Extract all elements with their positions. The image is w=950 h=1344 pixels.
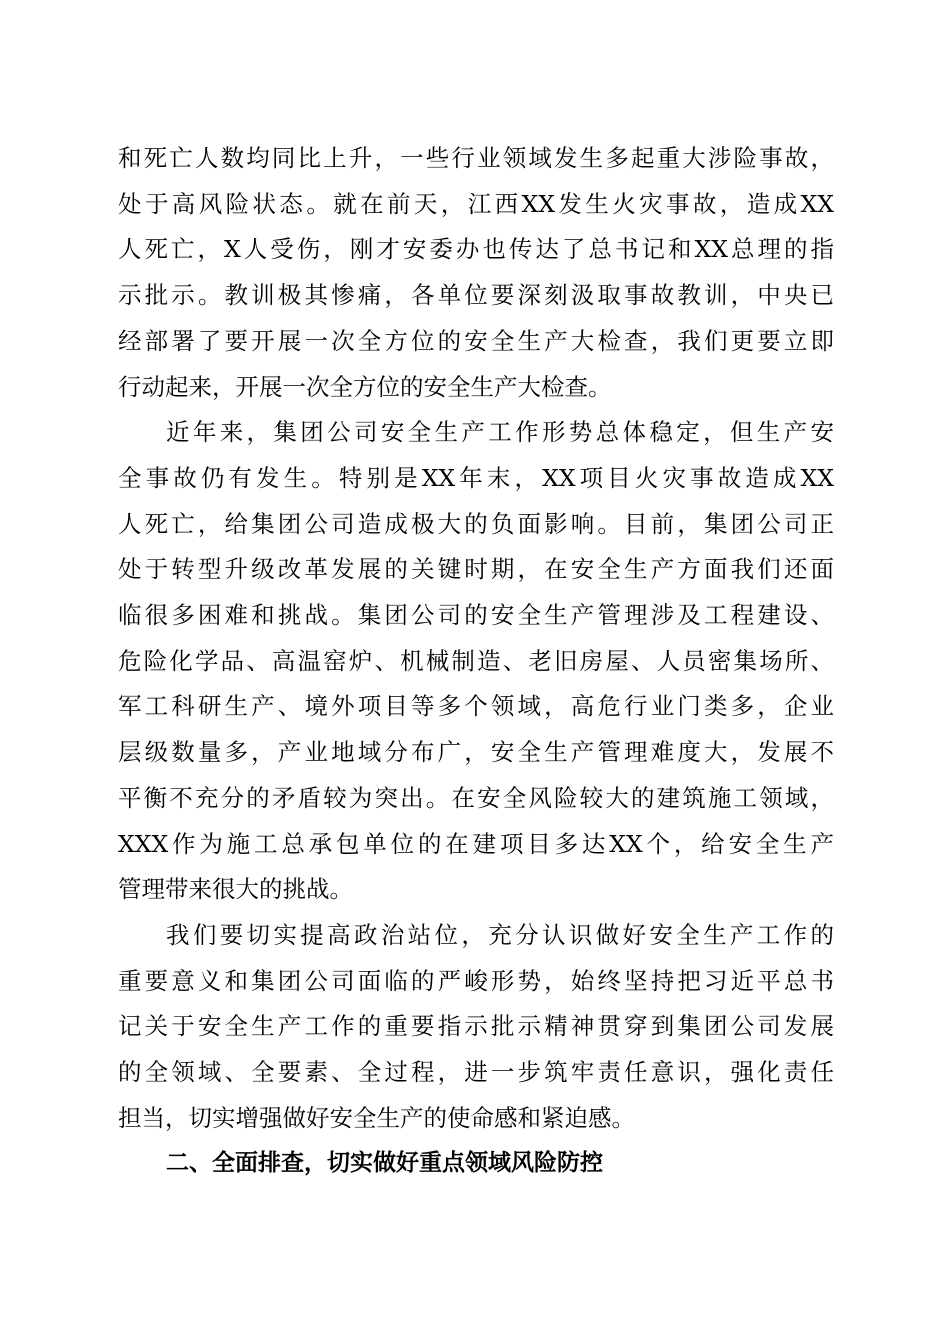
text-line: 管理带来很大的挑战。	[118, 875, 353, 904]
text-line: 担当，切实增强做好安全生产的使命感和紧迫感。	[118, 1103, 635, 1132]
text-line: 危险化学品、高温窑炉、机械制造、老旧房屋、人员密集场所、	[118, 646, 834, 675]
text-line: 人死亡，X人受伤，刚才安委办也传达了总书记和XX总理的指	[118, 235, 834, 264]
text-line: 层级数量多，产业地域分布广，安全生产管理难度大，发展不	[118, 738, 834, 767]
text-line: 平衡不充分的矛盾较为突出。在安全风险较大的建筑施工领域，	[118, 783, 834, 812]
paragraph-2	[118, 410, 834, 913]
text-line: 临很多困难和挑战。集团公司的安全生产管理涉及工程建设、	[118, 601, 834, 630]
paragraph-1	[118, 136, 834, 410]
text-line: 全事故仍有发生。特别是XX年末，XX项目火灾事故造成XX	[118, 463, 834, 492]
document-body	[118, 136, 834, 1187]
text-line: 行动起来，开展一次全方位的安全生产大检查。	[118, 372, 612, 401]
text-line: 处于高风险状态。就在前天，江西XX发生火灾事故，造成XX	[118, 189, 834, 218]
text-line: 处于转型升级改革发展的关键时期，在安全生产方面我们还面	[118, 555, 834, 584]
text-line: 示批示。教训极其惨痛，各单位要深刻汲取事故教训，中央已	[118, 281, 834, 310]
text-line: 的全领域、全要素、全过程，进一步筑牢责任意识，强化责任	[118, 1058, 834, 1087]
text-line: 记关于安全生产工作的重要指示批示精神贯穿到集团公司发展	[118, 1012, 834, 1041]
text-line: 我们要切实提高政治站位，充分认识做好安全生产工作的	[166, 920, 834, 949]
text-line: 近年来，集团公司安全生产工作形势总体稳定，但生产安	[166, 418, 834, 447]
section-heading: 二、全面排查，切实做好重点领域风险防控	[166, 1150, 603, 1177]
text-line: 重要意义和集团公司面临的严峻形势，始终坚持把习近平总书	[118, 966, 834, 995]
text-line: XXX作为施工总承包单位的在建项目多达XX个，给安全生产	[118, 829, 834, 858]
paragraph-3	[118, 913, 834, 1142]
text-line: 军工科研生产、境外项目等多个领域，高危行业门类多，企业	[118, 692, 834, 721]
text-line: 和死亡人数均同比上升，一些行业领域发生多起重大涉险事故，	[118, 144, 834, 172]
text-line: 经部署了要开展一次全方位的安全生产大检查，我们更要立即	[118, 326, 834, 355]
text-line: 人死亡，给集团公司造成极大的负面影响。目前，集团公司正	[118, 509, 834, 538]
